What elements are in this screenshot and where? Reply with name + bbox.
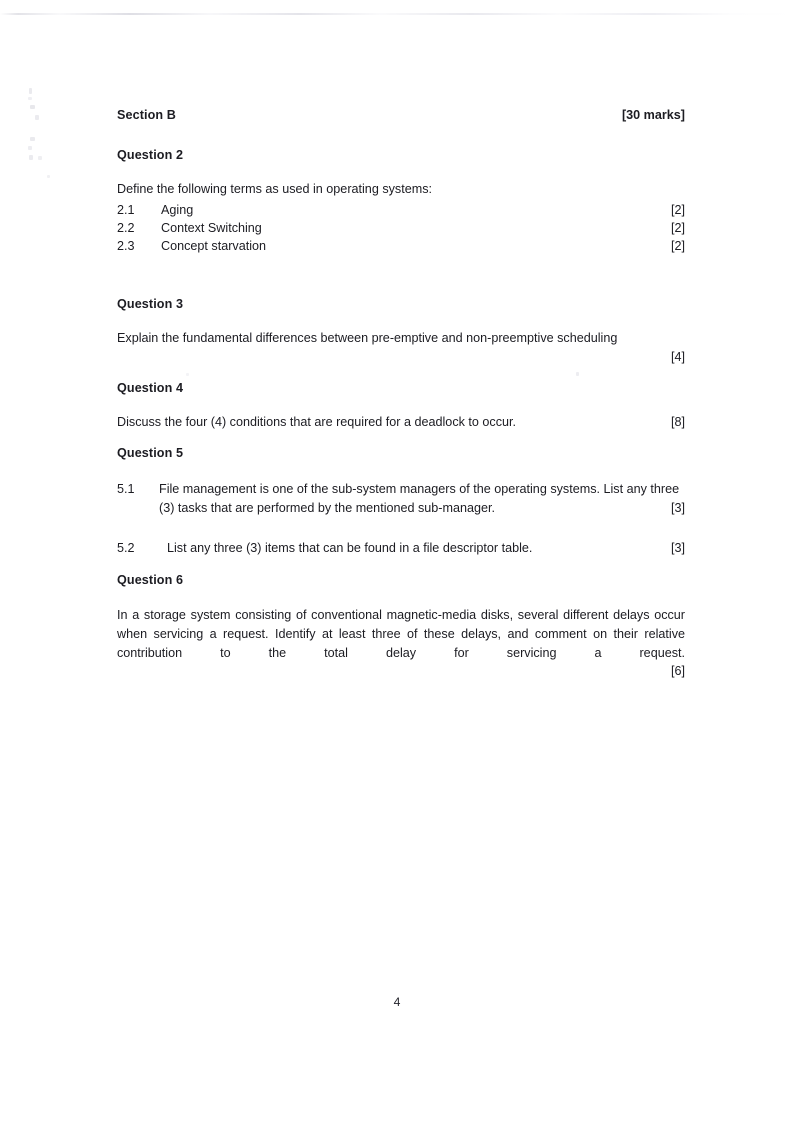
question-3-marks: [4] [670, 350, 685, 365]
item-marks: [2] [670, 239, 685, 254]
question-3-heading: Question 3 [117, 296, 184, 311]
question-5-heading: Question 5 [117, 445, 184, 460]
spacer [117, 558, 685, 573]
question-6-marks: [6] [670, 664, 685, 679]
item-text-line-1: File management is one of the sub-system managers of the operating systems. List any three [159, 481, 680, 496]
item-number: 5.2 [117, 540, 135, 555]
question-4-heading: Question 4 [117, 381, 184, 395]
page-content [117, 108, 685, 681]
spacer [117, 432, 685, 446]
item-text: Context Switching [161, 221, 262, 235]
question-4-marks: [8] [670, 415, 685, 429]
question-4-body: Discuss the four (4) conditions that are required for a deadlock to occur. [117, 415, 517, 429]
item-body [159, 539, 685, 559]
item-text-line-2-row [159, 499, 685, 519]
list-item [117, 201, 685, 219]
question-4-row [117, 413, 685, 432]
spacer [117, 311, 685, 329]
question-6-text: In a storage system consisting of conventional magnetic-media disks, several different delays occur when servicing a request. Identify at least three of these delays, and comment on their relative contribution to the total delay for servicing a request. [117, 608, 685, 660]
page-number: 4 [393, 995, 401, 1009]
section-header [117, 108, 685, 122]
spacer [117, 162, 685, 180]
item-text: Aging [161, 202, 194, 217]
spacer [117, 519, 685, 539]
item-marks: [2] [670, 221, 685, 235]
list-item [117, 219, 685, 237]
item-marks: [2] [670, 202, 685, 217]
spacer [117, 460, 685, 480]
item-text: List any three (3) items that can be found in a file descriptor table. [167, 540, 533, 555]
item-number: 2.1 [117, 202, 135, 217]
item-number: 5.1 [117, 481, 135, 496]
item-marks: [3] [670, 501, 685, 516]
section-label: Section B [117, 108, 176, 122]
item-text-row [167, 539, 685, 559]
question-6-body [117, 606, 685, 680]
item-number: 2.3 [117, 239, 135, 254]
item-text-line-2: (3) tasks that are performed by the mentioned sub-manager. [159, 501, 496, 516]
question-6-heading: Question 6 [117, 573, 184, 588]
spacer [117, 395, 685, 413]
item-body [159, 480, 685, 519]
spacer [117, 122, 685, 148]
question-2-list [117, 201, 685, 256]
list-item [117, 480, 685, 519]
question-3-body: Explain the fundamental differences between pre-emptive and non-preemptive scheduling [117, 330, 618, 345]
list-item [117, 237, 685, 255]
item-text: Concept starvation [161, 239, 267, 254]
question-2-intro: Define the following terms as used in operating systems: [117, 182, 432, 196]
item-number: 2.2 [117, 221, 135, 235]
item-marks: [3] [670, 540, 685, 555]
spacer [117, 587, 685, 606]
spacer [117, 256, 685, 297]
spacer [117, 367, 685, 381]
list-item [117, 539, 685, 559]
section-marks: [30 marks] [621, 108, 685, 122]
question-2-heading: Question 2 [117, 148, 184, 162]
